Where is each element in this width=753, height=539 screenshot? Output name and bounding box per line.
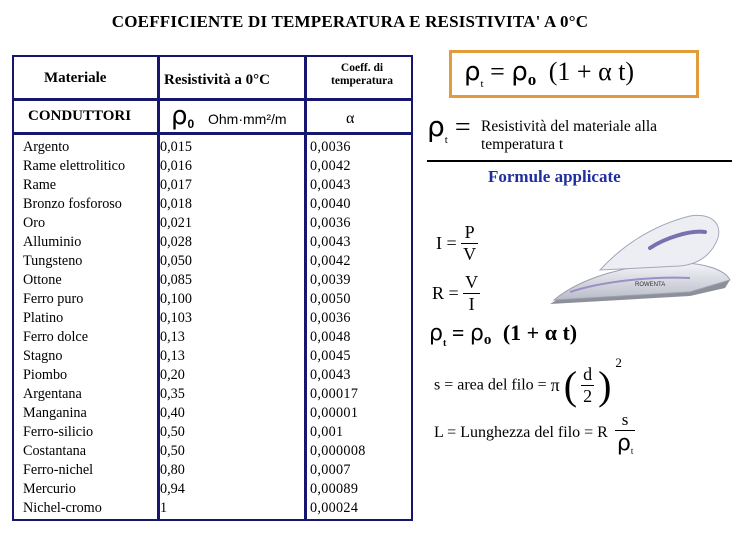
resistivity-value: 0,13 xyxy=(160,348,185,364)
header-coefficient: Coeff. di temperatura xyxy=(331,62,393,87)
material-name: Oro xyxy=(23,215,46,231)
material-name: Costantana xyxy=(23,443,87,459)
material-name: Ferro-nichel xyxy=(23,462,94,478)
svg-text:ROWENTA: ROWENTA xyxy=(635,282,666,288)
resistivity-value: 0,015 xyxy=(160,139,192,155)
page-title: COEFFICIENTE DI TEMPERATURA E RESISTIVITA' A 0°C xyxy=(111,12,589,31)
formula-area: s = area del filo = π ( $\frac{d}{2}$ ) $^2$ xyxy=(434,355,622,408)
material-name: Ferro dolce xyxy=(23,329,89,345)
resistivity-value: 0,40 xyxy=(160,405,185,421)
coefficient-value: 0,0042 xyxy=(310,253,351,269)
coefficient-column xyxy=(310,138,366,518)
material-name: Ferro puro xyxy=(23,291,84,307)
coefficient-value: 0,0043 xyxy=(310,234,351,250)
coefficient-value: 0,0048 xyxy=(310,329,351,345)
material-name: Nichel-cromo xyxy=(23,500,102,516)
material-name: Stagno xyxy=(23,348,63,364)
resistivity-unit: Ohm·mm²/m xyxy=(208,111,287,127)
resistivity-value: 0,35 xyxy=(160,386,185,402)
resistivity-value: 0,016 xyxy=(160,158,192,174)
resistivity-value: 0,021 xyxy=(160,215,192,231)
coefficient-value: 0,00001 xyxy=(310,405,359,421)
rho-zero-symbol: $\rho_0$ xyxy=(171,101,195,132)
material-name: Ferro-silicio xyxy=(23,424,94,440)
materials-column xyxy=(23,138,125,518)
resistivity-value: 0,103 xyxy=(160,310,192,326)
resistivity-value: 0,017 xyxy=(160,177,192,193)
column-divider xyxy=(304,57,307,519)
resistivity-value: 0,50 xyxy=(160,443,185,459)
formula-resistance: R = $\frac{V}{I}$ xyxy=(432,272,479,314)
formula-temperature: $\rho_t = \rho_o$ (1 + α t) xyxy=(429,320,578,349)
resistivity-value: 0,050 xyxy=(160,253,192,269)
resistivity-column xyxy=(160,138,192,518)
steam-iron-image xyxy=(540,208,740,316)
group-label: CONDUTTORI xyxy=(28,108,132,124)
resistivity-value: 0,018 xyxy=(160,196,192,212)
definition-text: Resistività del materiale alla temperatura t xyxy=(481,118,658,153)
material-name: Alluminio xyxy=(23,234,82,250)
subheader-divider xyxy=(14,132,411,135)
material-name: Bronzo fosforoso xyxy=(23,196,122,212)
coefficient-value: 0,00089 xyxy=(310,481,359,497)
formula-current: I = $\frac{P}{V}$ xyxy=(436,222,477,264)
coefficient-value: 0,0042 xyxy=(310,158,351,174)
coefficient-value: 0,0036 xyxy=(310,215,351,231)
separator-line xyxy=(427,160,732,162)
material-name: Rame elettrolitico xyxy=(23,158,126,174)
resistivity-value: 0,13 xyxy=(160,329,185,345)
resistivity-value: 0,50 xyxy=(160,424,185,440)
coefficient-value: 0,001 xyxy=(310,424,344,440)
coefficient-value: 0,0007 xyxy=(310,462,351,478)
resistivity-value: 0,100 xyxy=(160,291,192,307)
alpha-symbol: α xyxy=(346,110,355,127)
material-name: Rame xyxy=(23,177,57,193)
coefficient-value: 0,00024 xyxy=(310,500,359,516)
resistivity-value: 0,80 xyxy=(160,462,185,478)
coefficient-value: 0,0036 xyxy=(310,139,351,155)
coefficient-value: 0,0043 xyxy=(310,177,351,193)
coefficient-value: 0,0045 xyxy=(310,348,351,364)
resistivity-value: 0,085 xyxy=(160,272,192,288)
resistivity-value: 0,028 xyxy=(160,234,192,250)
section-title: Formule applicate xyxy=(488,167,621,186)
material-name: Piombo xyxy=(23,367,68,383)
main-formula-box xyxy=(449,50,699,98)
resistivity-value: 1 xyxy=(160,500,168,516)
coefficient-value: 0,0040 xyxy=(310,196,351,212)
material-name: Manganina xyxy=(23,405,87,421)
material-name: Ottone xyxy=(23,272,62,288)
formula-length: L = Lunghezza del filo = R $\frac{s}{\rho_t}$ xyxy=(434,410,634,457)
coefficient-value: 0,0039 xyxy=(310,272,351,288)
material-name: Argentana xyxy=(23,386,82,402)
header-material: Materiale xyxy=(44,70,107,86)
resistivity-table xyxy=(12,55,413,521)
header-resistivity: Resistività a 0°C xyxy=(164,72,270,88)
material-name: Platino xyxy=(23,310,64,326)
coefficient-value: 0,0050 xyxy=(310,291,351,307)
material-name: Argento xyxy=(23,139,70,155)
material-name: Mercurio xyxy=(23,481,76,497)
main-formula: $\rho_t = \rho_o$ (1 + α t) xyxy=(464,57,635,90)
coefficient-value: 0,0043 xyxy=(310,367,351,383)
coefficient-value: 0,00017 xyxy=(310,386,359,402)
coefficient-value: 0,000008 xyxy=(310,443,366,459)
definition-symbol: $\rho_t$ = xyxy=(427,110,471,146)
resistivity-value: 0,20 xyxy=(160,367,185,383)
header-divider xyxy=(14,98,411,101)
material-name: Tungsteno xyxy=(23,253,83,269)
resistivity-value: 0,94 xyxy=(160,481,185,497)
coefficient-value: 0,0036 xyxy=(310,310,351,326)
